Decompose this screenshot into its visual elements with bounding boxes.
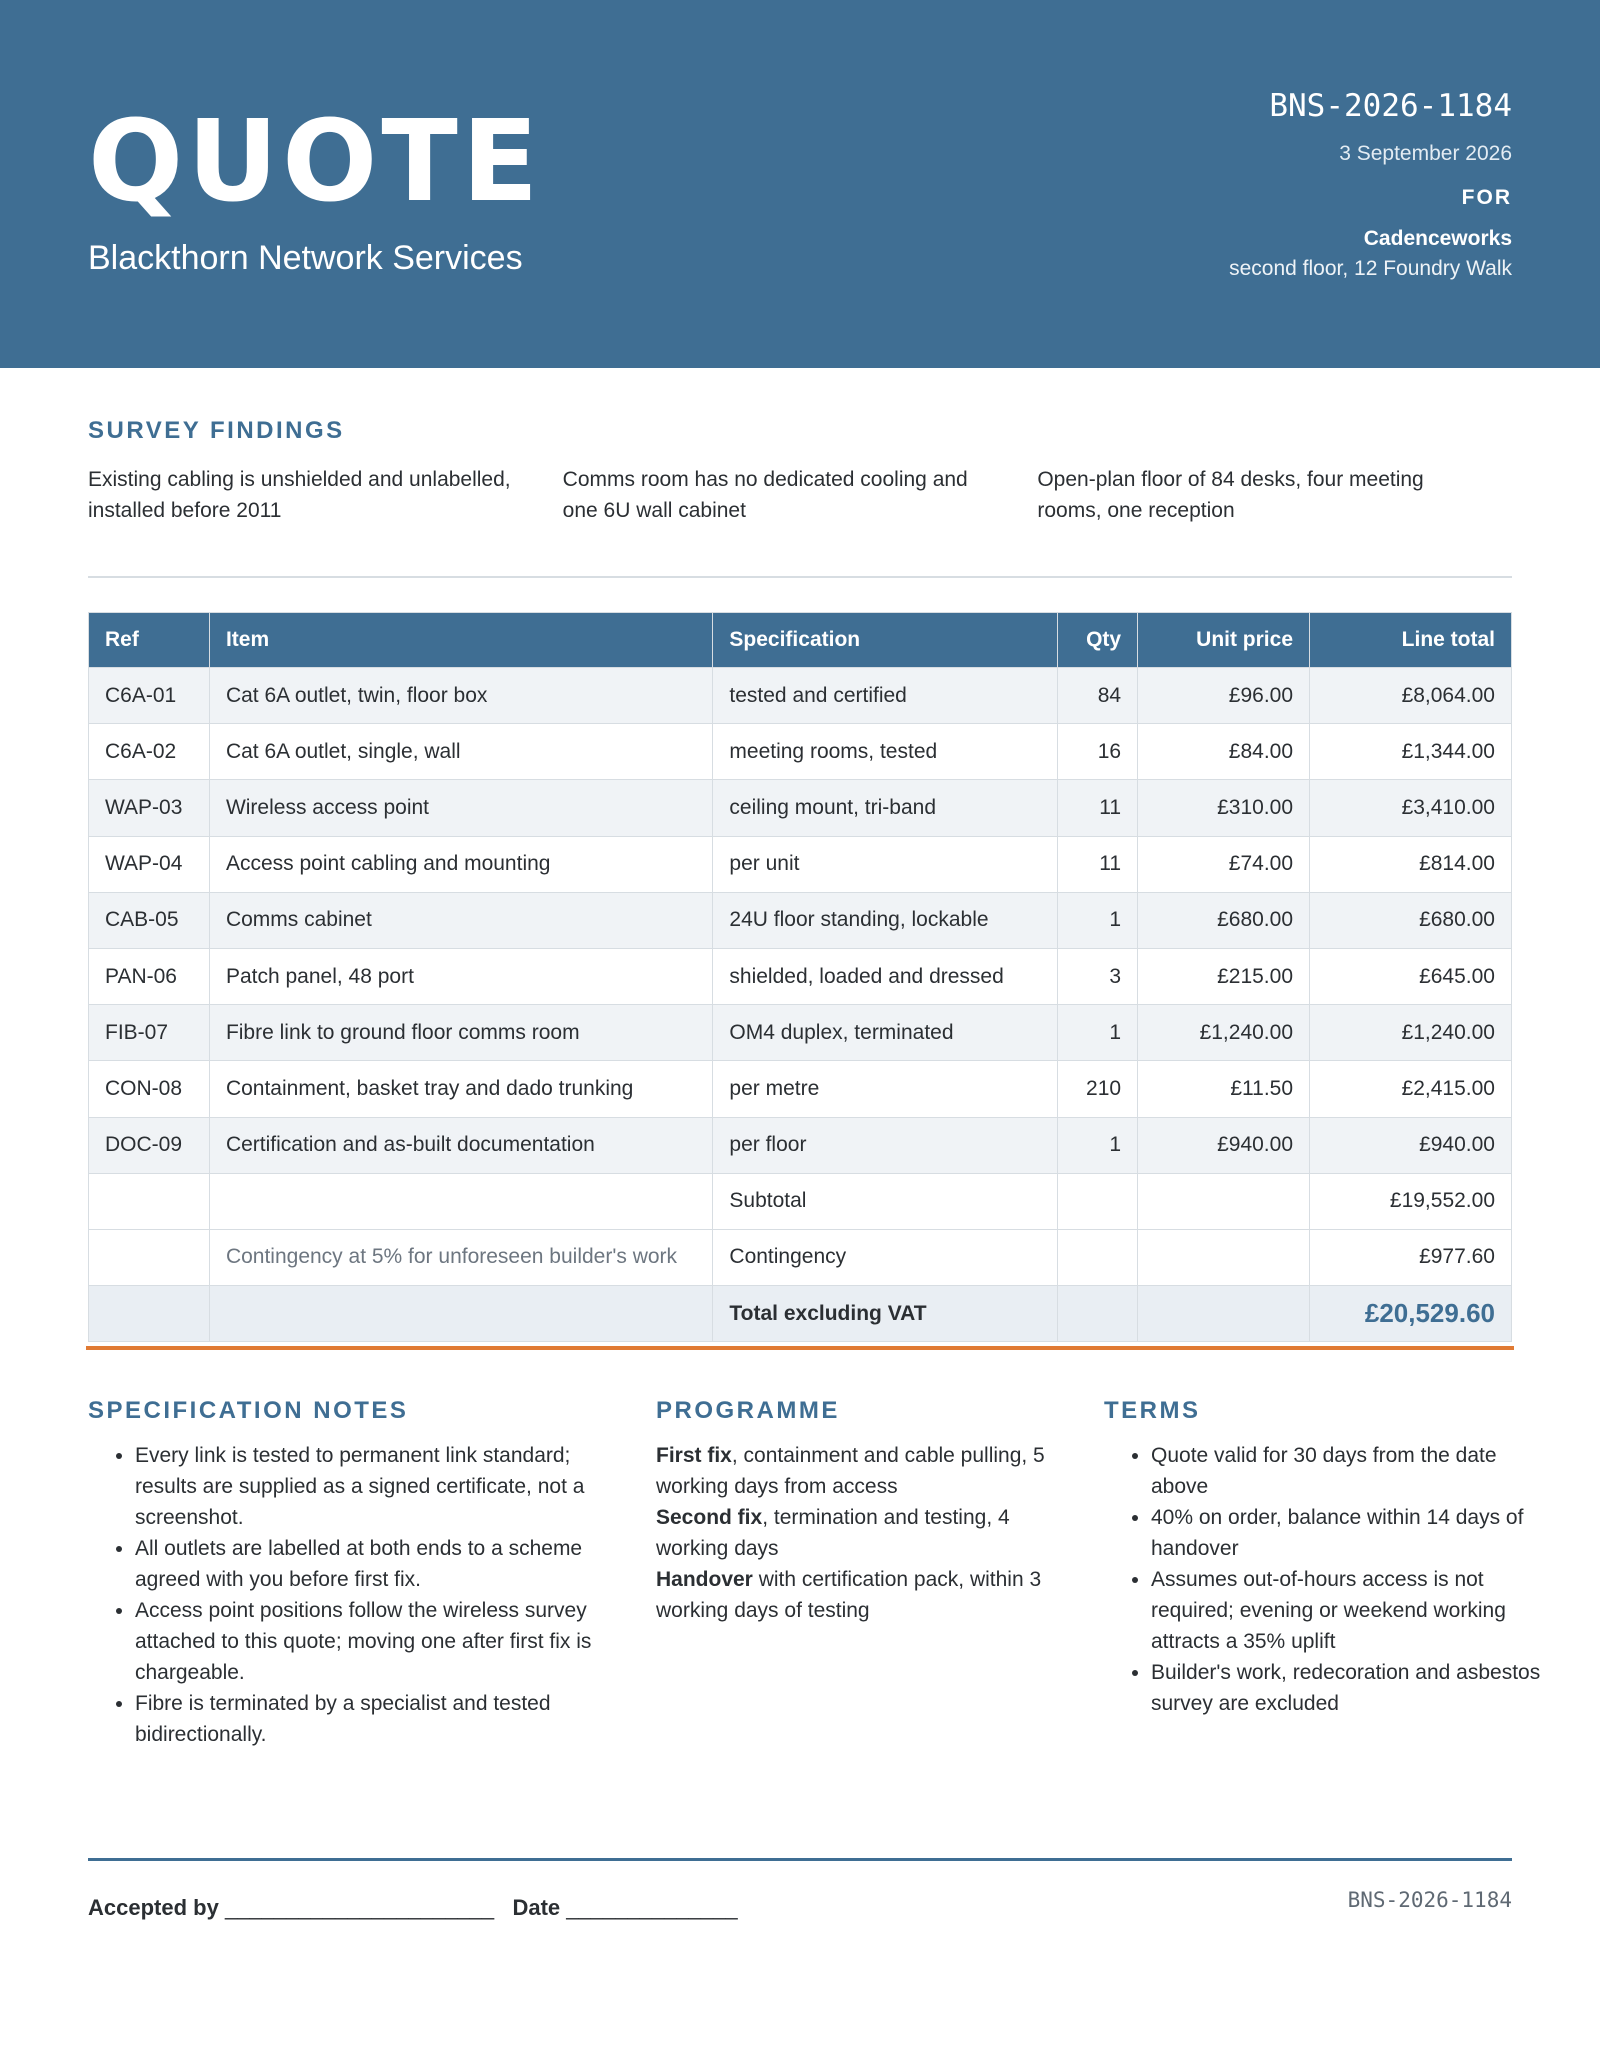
table-row xyxy=(89,780,1512,836)
stage-label: Second fix xyxy=(656,1506,763,1529)
footer-divider xyxy=(88,1858,1512,1861)
contingency-label: Contingency xyxy=(713,1229,1058,1285)
client-name: Cadenceworks xyxy=(1363,227,1512,250)
empty-cell xyxy=(209,1173,712,1229)
list-item: • 40% on order, balance within 14 days of handover xyxy=(1151,1502,1544,1564)
programme-heading: PROGRAMME xyxy=(656,1397,840,1424)
contingency-row xyxy=(89,1229,1512,1285)
signature-line: ______________________ xyxy=(224,1895,495,1920)
survey-finding: Existing cabling is unshielded and unlabelled, installed before 2011 xyxy=(88,468,511,522)
survey-finding: Open-plan floor of 84 desks, four meeting rooms, one reception xyxy=(1037,468,1424,522)
cell-specification: tested and certified xyxy=(713,668,1058,724)
cell-unit-price: £74.00 xyxy=(1138,836,1310,892)
specification-notes xyxy=(88,1396,618,1750)
cell-ref: WAP-03 xyxy=(89,780,210,836)
cell-specification: ceiling mount, tri-band xyxy=(713,780,1058,836)
acceptance-line xyxy=(88,1893,738,1923)
cell-unit-price: £11.50 xyxy=(1138,1061,1310,1117)
terms-heading: TERMS xyxy=(1104,1397,1201,1424)
cell-item: Fibre link to ground floor comms room xyxy=(209,1005,712,1061)
cell-qty: 84 xyxy=(1058,668,1138,724)
cell-line-total: £1,240.00 xyxy=(1310,1005,1512,1061)
table-header-row xyxy=(89,613,1512,668)
company-name: Blackthorn Network Services xyxy=(88,239,523,277)
cell-item: Containment, basket tray and dado trunking xyxy=(209,1061,712,1117)
table-row xyxy=(89,1117,1512,1173)
list-item: • Fibre is terminated by a specialist and tested bidirectionally. xyxy=(135,1688,618,1750)
total-value: £20,529.60 xyxy=(1310,1286,1512,1342)
column-header-item: Item xyxy=(209,613,712,668)
list-item: • Every link is tested to permanent link standard; results are supplied as a signed certificate, not a screenshot. xyxy=(135,1440,618,1533)
empty-cell xyxy=(89,1229,210,1285)
table-row xyxy=(89,1005,1512,1061)
cell-item: Patch panel, 48 port xyxy=(209,948,712,1004)
list-item: • Builder's work, redecoration and asbestos survey are excluded xyxy=(1151,1657,1544,1719)
programme xyxy=(656,1396,1076,1626)
stage-text: , containment and cable pulling, 5 working days from access xyxy=(656,1444,1045,1498)
cell-qty: 3 xyxy=(1058,948,1138,1004)
cell-line-total: £645.00 xyxy=(1310,948,1512,1004)
cell-ref: CON-08 xyxy=(89,1061,210,1117)
quote-number: BNS-2026-1184 xyxy=(1269,88,1512,124)
cell-specification: per floor xyxy=(713,1117,1058,1173)
cell-item: Certification and as-built documentation xyxy=(209,1117,712,1173)
cell-line-total: £2,415.00 xyxy=(1310,1061,1512,1117)
contingency-note: Contingency at 5% for unforeseen builder's work xyxy=(209,1229,712,1285)
quote-date: 3 September 2026 xyxy=(1339,142,1512,165)
cell-item: Comms cabinet xyxy=(209,892,712,948)
subtotal-row xyxy=(89,1173,1512,1229)
cell-line-total: £814.00 xyxy=(1310,836,1512,892)
survey-grid xyxy=(88,464,1512,526)
subtotal-value: £19,552.00 xyxy=(1310,1173,1512,1229)
subtotal-label: Subtotal xyxy=(713,1173,1058,1229)
survey-finding: Comms room has no dedicated cooling and one 6U wall cabinet xyxy=(562,468,968,522)
cell-unit-price: £940.00 xyxy=(1138,1117,1310,1173)
empty-cell xyxy=(89,1286,210,1342)
cell-qty: 210 xyxy=(1058,1061,1138,1117)
terms-list xyxy=(1104,1440,1544,1719)
empty-cell xyxy=(1138,1229,1310,1285)
stage-label: Handover xyxy=(656,1568,753,1591)
cell-qty: 11 xyxy=(1058,780,1138,836)
list-item: • Assumes out-of-hours access is not required; evening or weekend working attracts a 35% uplift xyxy=(1151,1564,1544,1657)
list-item: • Access point positions follow the wireless survey attached to this quote; moving one after first fix is chargeable. xyxy=(135,1595,618,1688)
footer-quote-number: BNS-2026-1184 xyxy=(1347,1888,1512,1912)
cell-ref: C6A-01 xyxy=(89,668,210,724)
cell-qty: 11 xyxy=(1058,836,1138,892)
cell-line-total: £680.00 xyxy=(1310,892,1512,948)
total-accent-bar xyxy=(86,1346,1514,1350)
accepted-by-label: Accepted by xyxy=(88,1895,219,1920)
cell-ref: CAB-05 xyxy=(89,892,210,948)
cell-ref: FIB-07 xyxy=(89,1005,210,1061)
cell-ref: C6A-02 xyxy=(89,724,210,780)
cell-specification: per unit xyxy=(713,836,1058,892)
line-items-table xyxy=(88,612,1512,1342)
contingency-value: £977.60 xyxy=(1310,1229,1512,1285)
column-header-line-total: Line total xyxy=(1310,613,1512,668)
cell-unit-price: £310.00 xyxy=(1138,780,1310,836)
total-row xyxy=(89,1286,1512,1342)
cell-qty: 1 xyxy=(1058,892,1138,948)
column-header-qty: Qty xyxy=(1058,613,1138,668)
for-label: FOR xyxy=(1461,186,1512,209)
empty-cell xyxy=(209,1286,712,1342)
empty-cell xyxy=(89,1173,210,1229)
cell-item: Cat 6A outlet, single, wall xyxy=(209,724,712,780)
total-label: Total excluding VAT xyxy=(713,1286,1058,1342)
table-row xyxy=(89,1061,1512,1117)
cell-item: Wireless access point xyxy=(209,780,712,836)
empty-cell xyxy=(1058,1173,1138,1229)
stage-text: , termination and testing, 4 working days xyxy=(656,1506,1010,1560)
cell-qty: 1 xyxy=(1058,1005,1138,1061)
quote-meta xyxy=(912,86,1512,284)
client-address: second floor, 12 Foundry Walk xyxy=(1229,257,1512,280)
cell-line-total: £3,410.00 xyxy=(1310,780,1512,836)
cell-specification: meeting rooms, tested xyxy=(713,724,1058,780)
programme-stage xyxy=(656,1564,1076,1626)
cell-specification: shielded, loaded and dressed xyxy=(713,948,1058,1004)
table-row xyxy=(89,948,1512,1004)
cell-line-total: £8,064.00 xyxy=(1310,668,1512,724)
table-row xyxy=(89,668,1512,724)
date-line: ______________ xyxy=(566,1895,738,1920)
section-divider xyxy=(88,576,1512,578)
cell-line-total: £1,344.00 xyxy=(1310,724,1512,780)
survey-findings xyxy=(88,416,1512,526)
cell-unit-price: £96.00 xyxy=(1138,668,1310,724)
cell-item: Access point cabling and mounting xyxy=(209,836,712,892)
cell-ref: PAN-06 xyxy=(89,948,210,1004)
cell-qty: 1 xyxy=(1058,1117,1138,1173)
date-label: Date xyxy=(512,1895,561,1920)
list-item: • All outlets are labelled at both ends to a scheme agreed with you before first fix. xyxy=(135,1533,618,1595)
column-header-specification: Specification xyxy=(713,613,1058,668)
cell-specification: per metre xyxy=(713,1061,1058,1117)
cell-qty: 16 xyxy=(1058,724,1138,780)
empty-cell xyxy=(1058,1286,1138,1342)
empty-cell xyxy=(1138,1286,1310,1342)
stage-label: First fix xyxy=(656,1444,732,1467)
stage-text: with certification pack, within 3 working days of testing xyxy=(656,1568,1042,1622)
list-item: • Quote valid for 30 days from the date above xyxy=(1151,1440,1544,1502)
programme-stage xyxy=(656,1502,1076,1564)
table-row xyxy=(89,892,1512,948)
empty-cell xyxy=(1138,1173,1310,1229)
cell-unit-price: £215.00 xyxy=(1138,948,1310,1004)
table-row xyxy=(89,836,1512,892)
empty-cell xyxy=(1058,1229,1138,1285)
quote-header xyxy=(0,0,1600,368)
survey-heading: SURVEY FINDINGS xyxy=(88,417,345,444)
cell-specification: 24U floor standing, lockable xyxy=(713,892,1058,948)
programme-list xyxy=(656,1440,1076,1626)
cell-ref: WAP-04 xyxy=(89,836,210,892)
cell-ref: DOC-09 xyxy=(89,1117,210,1173)
column-header-ref: Ref xyxy=(89,613,210,668)
cell-line-total: £940.00 xyxy=(1310,1117,1512,1173)
cell-specification: OM4 duplex, terminated xyxy=(713,1005,1058,1061)
cell-unit-price: £1,240.00 xyxy=(1138,1005,1310,1061)
table-row xyxy=(89,724,1512,780)
cell-unit-price: £680.00 xyxy=(1138,892,1310,948)
spec-notes-list xyxy=(88,1440,618,1750)
programme-stage xyxy=(656,1440,1076,1502)
document-title: QUOTE xyxy=(88,97,543,227)
spec-notes-heading: SPECIFICATION NOTES xyxy=(88,1397,409,1424)
cell-unit-price: £84.00 xyxy=(1138,724,1310,780)
terms xyxy=(1104,1396,1544,1719)
cell-item: Cat 6A outlet, twin, floor box xyxy=(209,668,712,724)
column-header-unit-price: Unit price xyxy=(1138,613,1310,668)
